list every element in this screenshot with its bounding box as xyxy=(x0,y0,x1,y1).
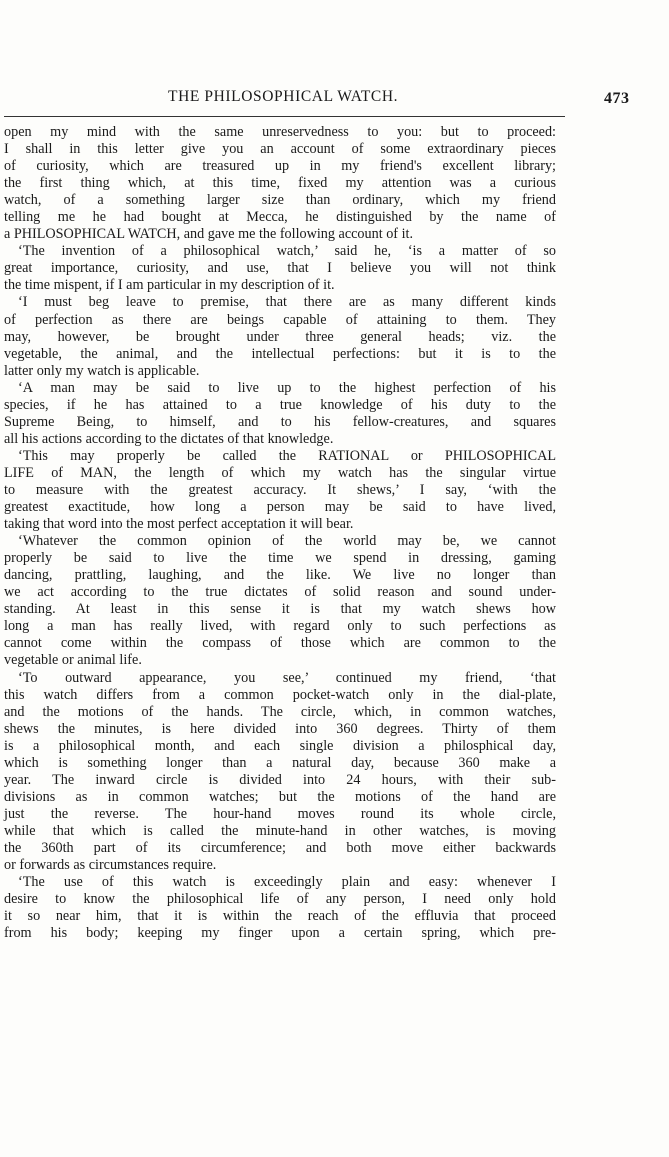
text-line: taking that word into the most perfect acceptation it will bear. xyxy=(4,516,354,533)
text-line: Supreme Being, to himself, and to his fellow-creatures, and squares xyxy=(4,413,556,430)
text-line: divisions as in common watches; but the motions of the hand are xyxy=(4,788,556,805)
text-line: and the motions of the hands. The circle, which, in common watches, xyxy=(4,703,556,720)
text-line: telling me he had bought at Mecca, he distinguished by the name of xyxy=(4,209,556,226)
text-line: standing. At least in this sense it is that my watch shews how xyxy=(4,601,556,618)
text-line: shews the minutes, is here divided into 360 degrees. Thirty of them xyxy=(4,720,556,737)
text-line: ‘I must beg leave to premise, that there are as many different kinds xyxy=(18,294,556,311)
text-line: the first thing which, at this time, fixed my attention was a curious xyxy=(4,175,556,192)
page-number: 473 xyxy=(604,90,630,107)
text-line: ‘A man may be said to live up to the highest perfection of his xyxy=(18,379,556,396)
running-title: THE PHILOSOPHICAL WATCH. xyxy=(168,88,399,105)
text-line: or forwards as circumstances require. xyxy=(4,857,217,874)
page-header xyxy=(0,88,669,112)
text-line: it so near him, that it is within the reach of the effluvia that proceed xyxy=(4,908,556,925)
text-line: is a philosophical month, and each single division a philosphical day, xyxy=(4,737,556,754)
text-line: vegetable, the animal, and the intellectual perfections: but it is to the xyxy=(4,345,556,362)
text-line: ‘The invention of a philosophical watch,’ said he, ‘is a matter of so xyxy=(18,243,556,260)
text-line: the 360th part of its circumference; and both move either backwards xyxy=(4,839,556,856)
text-line: from his body; keeping my finger upon a certain spring, which pre- xyxy=(4,925,556,942)
text-line: of curiosity, which are treasured up in my friend's excellent library; xyxy=(4,158,556,175)
text-line: LIFE of MAN, the length of which my watch has the singular virtue xyxy=(4,464,556,481)
text-line: desire to know the philosophical life of any person, I need only hold xyxy=(4,891,556,908)
text-line: I shall in this letter give you an account of some extraordinary pieces xyxy=(4,141,556,158)
text-line: may, however, be brought under three general heads; viz. the xyxy=(4,328,556,345)
text-line: vegetable or animal life. xyxy=(4,652,142,669)
text-line: great importance, curiosity, and use, that I believe you will not think xyxy=(4,260,556,277)
text-line: all his actions according to the dictates of that knowledge. xyxy=(4,430,334,447)
text-line: open my mind with the same unreservedness to you: but to proceed: xyxy=(4,124,556,140)
text-line: which is something longer than a natural day, because 360 make a xyxy=(4,754,556,771)
text-line: just the reverse. The hour-hand moves round its whole circle, xyxy=(4,805,556,822)
text-line: ‘Whatever the common opinion of the world may be, we cannot xyxy=(18,533,556,550)
text-line: this watch differs from a common pocket-watch only in the dial-plate, xyxy=(4,686,556,703)
text-line: a PHILOSOPHICAL WATCH, and gave me the following account of it. xyxy=(4,226,414,243)
text-line: watch, of a something larger size than ordinary, which my friend xyxy=(4,192,556,209)
text-line: year. The inward circle is divided into 24 hours, with their sub- xyxy=(4,771,556,788)
text-line: long a man has really lived, with regard only to such perfections as xyxy=(4,618,556,635)
text-line: cannot come within the compass of those which are common to the xyxy=(4,635,556,652)
text-line: ‘The use of this watch is exceedingly plain and easy: whenever I xyxy=(18,874,556,891)
text-line: ‘To outward appearance, you see,’ continued my friend, ‘that xyxy=(18,669,556,686)
text-line: the time mispent, if I am particular in my description of it. xyxy=(4,277,335,294)
text-line: we act according to the true dictates of solid reason and sound under- xyxy=(4,584,556,601)
header-rule xyxy=(4,116,565,117)
text-line: ‘This may properly be called the RATIONAL or PHILOSOPHICAL xyxy=(18,447,556,464)
text-line: of perfection as there are beings capable of attaining to them. They xyxy=(4,311,556,328)
text-line: species, if he has attained to a true knowledge of his duty to the xyxy=(4,396,556,413)
body-text xyxy=(4,124,556,942)
text-line: to measure with the greatest accuracy. It shews,’ I say, ‘with the xyxy=(4,481,556,498)
text-line: dancing, prattling, laughing, and the like. We live no longer than xyxy=(4,567,556,584)
text-line: greatest exactitude, how long a person may be said to have lived, xyxy=(4,499,556,516)
text-line: properly be said to live the time we spend in dressing, gaming xyxy=(4,550,556,567)
text-line: while that which is called the minute-hand in other watches, is moving xyxy=(4,822,556,839)
text-line: latter only my watch is applicable. xyxy=(4,362,200,379)
